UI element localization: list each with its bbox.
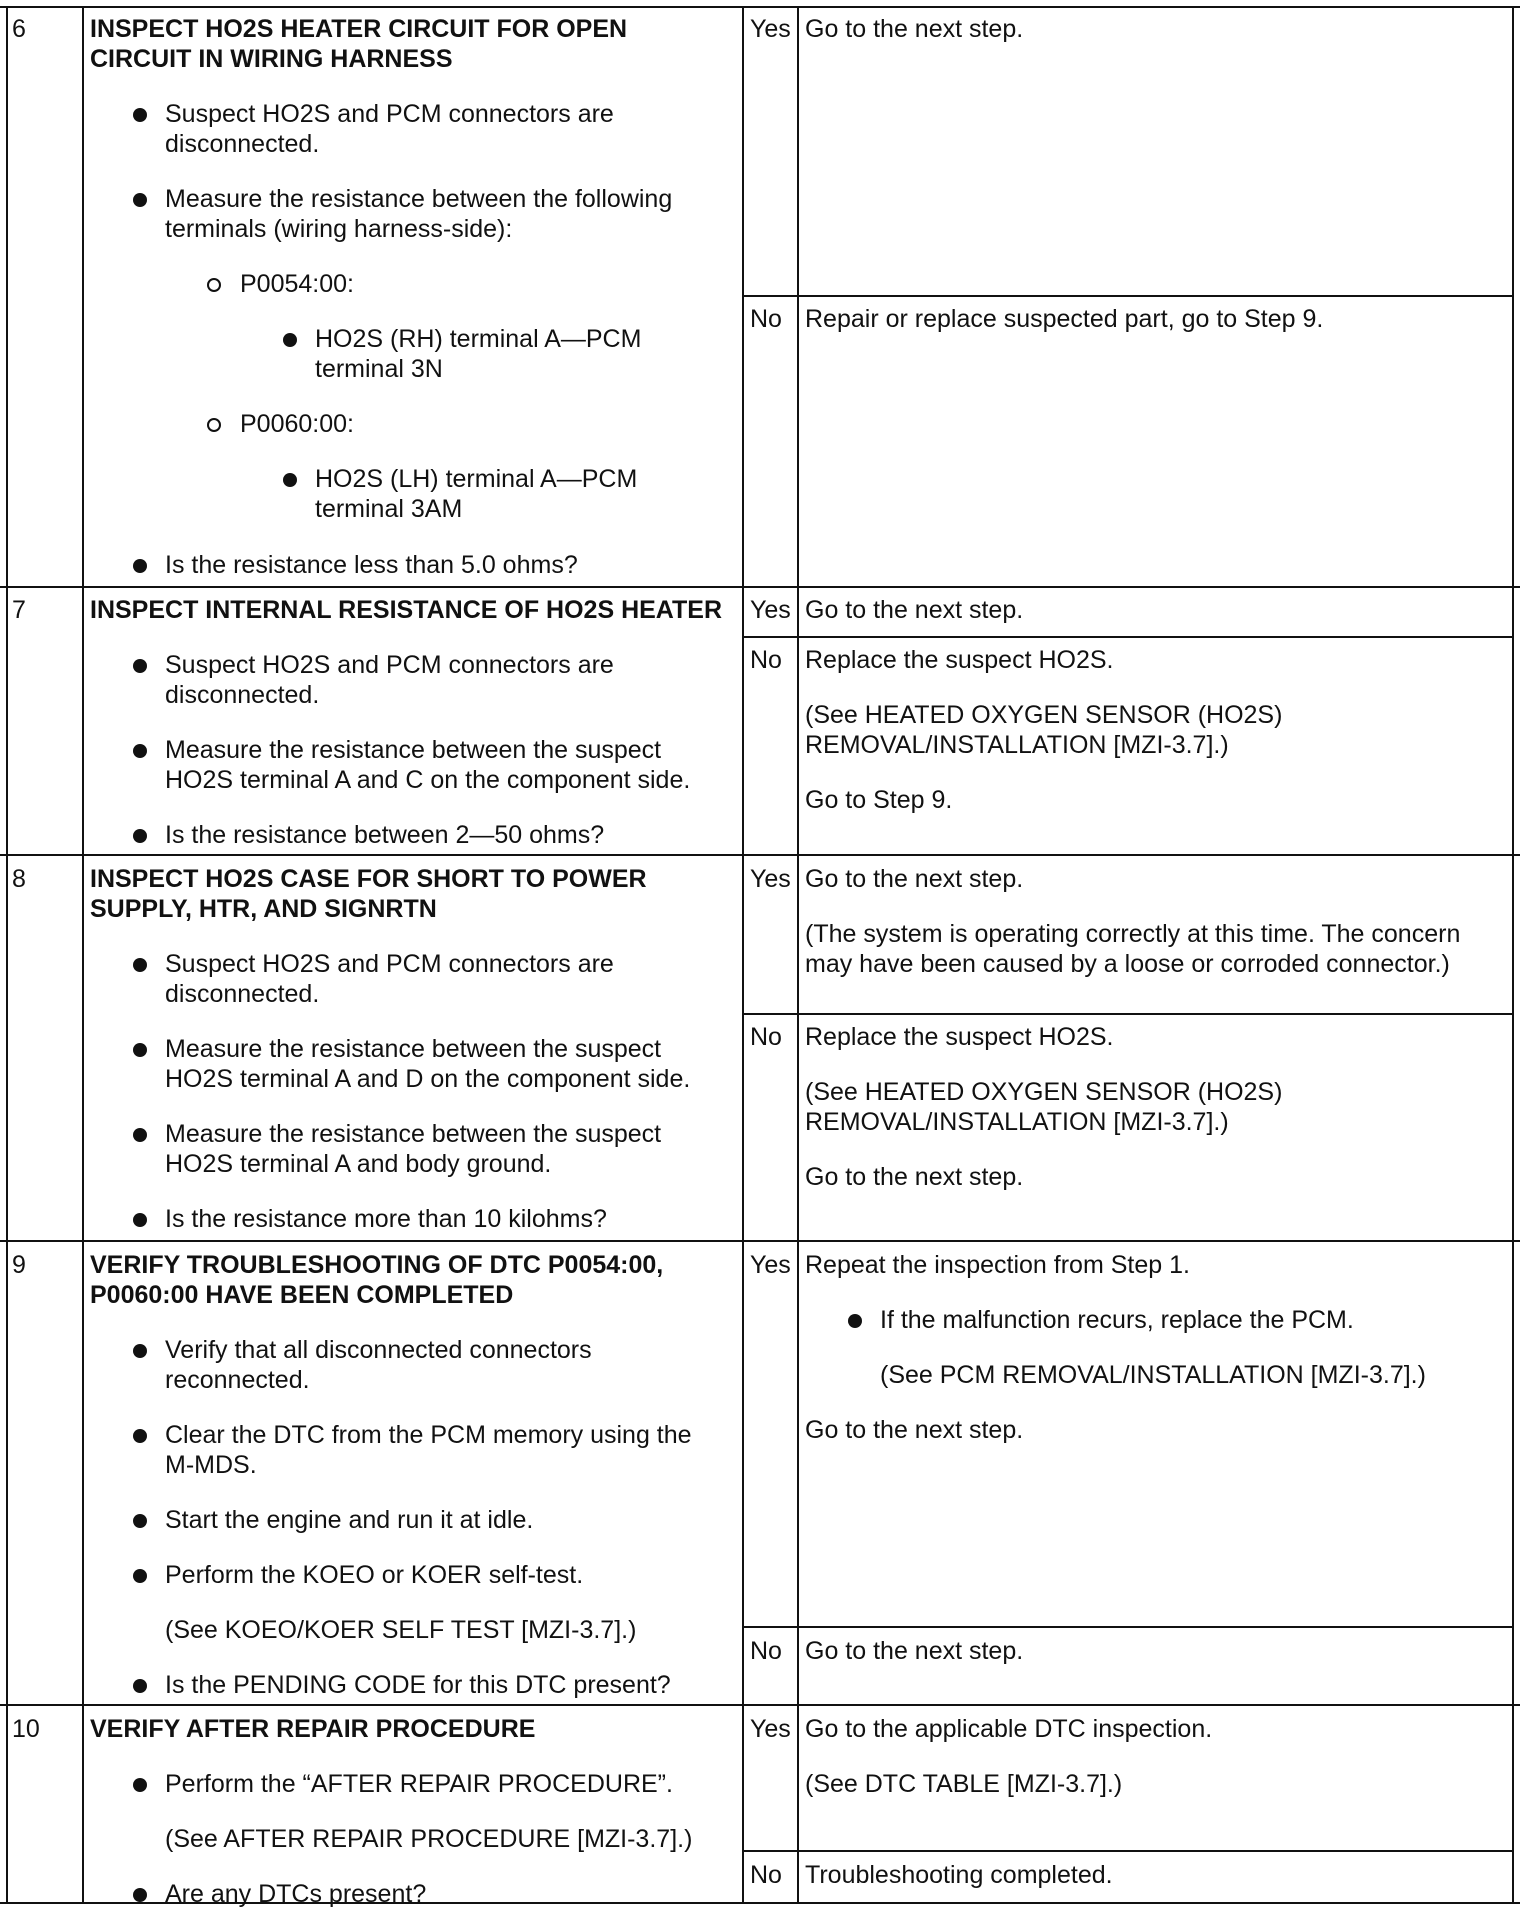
yes-action: Go to the next step.	[805, 865, 1024, 893]
question-text: Is the PENDING CODE for this DTC present?	[165, 1671, 671, 1699]
instruction-text: Perform the KOEO or KOER self-test.	[165, 1561, 584, 1589]
instruction-text: disconnected.	[165, 130, 320, 158]
bullet-icon	[133, 1514, 147, 1528]
no-label: No	[750, 646, 782, 674]
no-action-reference: REMOVAL/INSTALLATION [MZI-3.7].)	[805, 731, 1229, 759]
bullet-icon	[133, 659, 147, 673]
instruction-text: Suspect HO2S and PCM connectors are	[165, 651, 614, 679]
instruction-text: Measure the resistance between the suspect	[165, 1120, 662, 1148]
table-border-left	[6, 6, 8, 1904]
sub-bullet-icon	[207, 418, 221, 432]
bullet-icon	[133, 1778, 147, 1792]
bullet-icon	[133, 829, 147, 843]
yes-label: Yes	[750, 596, 791, 624]
row-divider	[0, 586, 1520, 588]
no-label: No	[750, 1023, 782, 1051]
bullet-icon	[133, 744, 147, 758]
bullet-icon	[133, 1043, 147, 1057]
reference-text: (See KOEO/KOER SELF TEST [MZI-3.7].)	[165, 1616, 637, 1644]
yes-no-divider	[742, 1626, 1514, 1628]
question-text: Are any DTCs present?	[165, 1880, 427, 1908]
question-text: Is the resistance between 2—50 ohms?	[165, 821, 605, 849]
step-number: 7	[12, 596, 26, 624]
yes-action: Go to the next step.	[805, 1416, 1024, 1444]
step-title-line: P0060:00 HAVE BEEN COMPLETED	[90, 1281, 514, 1309]
bullet-icon	[133, 1569, 147, 1583]
step-number: 10	[12, 1715, 40, 1743]
bullet-icon	[283, 473, 297, 487]
instruction-text: Suspect HO2S and PCM connectors are	[165, 950, 614, 978]
bullet-icon	[133, 1429, 147, 1443]
bullet-icon	[133, 1213, 147, 1227]
instruction-text: terminal 3N	[315, 355, 443, 383]
no-action-reference: (See HEATED OXYGEN SENSOR (HO2S)	[805, 701, 1283, 729]
bullet-icon	[133, 193, 147, 207]
bullet-icon	[283, 333, 297, 347]
instruction-text: P0060:00:	[240, 410, 354, 438]
instruction-text: HO2S terminal A and body ground.	[165, 1150, 552, 1178]
instruction-text: Verify that all disconnected connectors	[165, 1336, 592, 1364]
step-number: 8	[12, 865, 26, 893]
instruction-text: disconnected.	[165, 681, 320, 709]
yes-no-divider	[742, 295, 1514, 297]
no-action: Replace the suspect HO2S.	[805, 646, 1114, 674]
table-border-top	[0, 6, 1520, 8]
sub-bullet-icon	[207, 278, 221, 292]
instruction-text: P0054:00:	[240, 270, 354, 298]
reference-text: (See PCM REMOVAL/INSTALLATION [MZI-3.7].)	[880, 1361, 1426, 1389]
question-text: Is the resistance less than 5.0 ohms?	[165, 551, 578, 579]
step-title-line: INSPECT HO2S CASE FOR SHORT TO POWER	[90, 865, 647, 893]
instruction-text: HO2S (RH) terminal A—PCM	[315, 325, 642, 353]
no-action-reference: (See HEATED OXYGEN SENSOR (HO2S)	[805, 1078, 1283, 1106]
no-action: Go to the next step.	[805, 1637, 1024, 1665]
instruction-text: Suspect HO2S and PCM connectors are	[165, 100, 614, 128]
yes-label: Yes	[750, 15, 791, 43]
yes-label: Yes	[750, 865, 791, 893]
instruction-text: Clear the DTC from the PCM memory using the	[165, 1421, 692, 1449]
row-divider	[0, 1240, 1520, 1242]
no-action: Go to Step 9.	[805, 786, 953, 814]
no-action: Troubleshooting completed.	[805, 1861, 1113, 1889]
bullet-icon	[133, 1888, 147, 1902]
bullet-icon	[133, 108, 147, 122]
step-title-line: CIRCUIT IN WIRING HARNESS	[90, 45, 453, 73]
instruction-text: Measure the resistance between the suspect	[165, 1035, 662, 1063]
no-label: No	[750, 305, 782, 333]
yes-no-divider	[742, 1013, 1514, 1015]
bullet-icon	[848, 1314, 862, 1328]
yes-action: Repeat the inspection from Step 1.	[805, 1251, 1190, 1279]
yes-action-note: (The system is operating correctly at this time. The concern	[805, 920, 1461, 948]
column-divider	[797, 6, 799, 1904]
yes-action: Go to the next step.	[805, 15, 1024, 43]
no-action-reference: REMOVAL/INSTALLATION [MZI-3.7].)	[805, 1108, 1229, 1136]
row-divider	[0, 854, 1520, 856]
bullet-icon	[133, 1128, 147, 1142]
reference-text: (See AFTER REPAIR PROCEDURE [MZI-3.7].)	[165, 1825, 693, 1853]
reference-text: (See DTC TABLE [MZI-3.7].)	[805, 1770, 1123, 1798]
column-divider	[742, 6, 744, 1904]
step-number: 9	[12, 1251, 26, 1279]
step-title-line: SUPPLY, HTR, AND SIGNRTN	[90, 895, 437, 923]
yes-action: Go to the applicable DTC inspection.	[805, 1715, 1213, 1743]
yes-label: Yes	[750, 1715, 791, 1743]
step-title-line: VERIFY AFTER REPAIR PROCEDURE	[90, 1715, 536, 1743]
instruction-text: terminals (wiring harness-side):	[165, 215, 513, 243]
bullet-icon	[133, 958, 147, 972]
yes-no-divider	[742, 1850, 1514, 1852]
step-title-line: INSPECT HO2S HEATER CIRCUIT FOR OPEN	[90, 15, 628, 43]
no-label: No	[750, 1637, 782, 1665]
bullet-icon	[133, 559, 147, 573]
column-divider	[82, 6, 84, 1904]
bullet-icon	[133, 1344, 147, 1358]
yes-label: Yes	[750, 1251, 791, 1279]
instruction-text: disconnected.	[165, 980, 320, 1008]
step-number: 6	[12, 15, 26, 43]
bullet-icon	[133, 1679, 147, 1693]
no-label: No	[750, 1861, 782, 1889]
instruction-text: HO2S (LH) terminal A—PCM	[315, 465, 638, 493]
step-title-line: VERIFY TROUBLESHOOTING OF DTC P0054:00,	[90, 1251, 664, 1279]
row-divider	[0, 1704, 1520, 1706]
question-text: Is the resistance more than 10 kilohms?	[165, 1205, 607, 1233]
instruction-text: Measure the resistance between the suspect	[165, 736, 662, 764]
no-action: Repair or replace suspected part, go to Step 9.	[805, 305, 1324, 333]
instruction-text: reconnected.	[165, 1366, 310, 1394]
yes-action: Go to the next step.	[805, 596, 1024, 624]
no-action: Go to the next step.	[805, 1163, 1024, 1191]
instruction-text: Perform the “AFTER REPAIR PROCEDURE”.	[165, 1770, 673, 1798]
no-action: Replace the suspect HO2S.	[805, 1023, 1114, 1051]
instruction-text: Measure the resistance between the following	[165, 185, 673, 213]
step-title-line: INSPECT INTERNAL RESISTANCE OF HO2S HEATER	[90, 596, 723, 624]
instruction-text: terminal 3AM	[315, 495, 463, 523]
instruction-text: Start the engine and run it at idle.	[165, 1506, 534, 1534]
table-border-right	[1512, 6, 1514, 1904]
instruction-text: HO2S terminal A and C on the component side.	[165, 766, 691, 794]
yes-action-bullet: If the malfunction recurs, replace the PCM.	[880, 1306, 1354, 1334]
instruction-text: M-MDS.	[165, 1451, 257, 1479]
instruction-text: HO2S terminal A and D on the component side.	[165, 1065, 691, 1093]
yes-no-divider	[742, 636, 1514, 638]
yes-action-note: may have been caused by a loose or corroded connector.)	[805, 950, 1450, 978]
